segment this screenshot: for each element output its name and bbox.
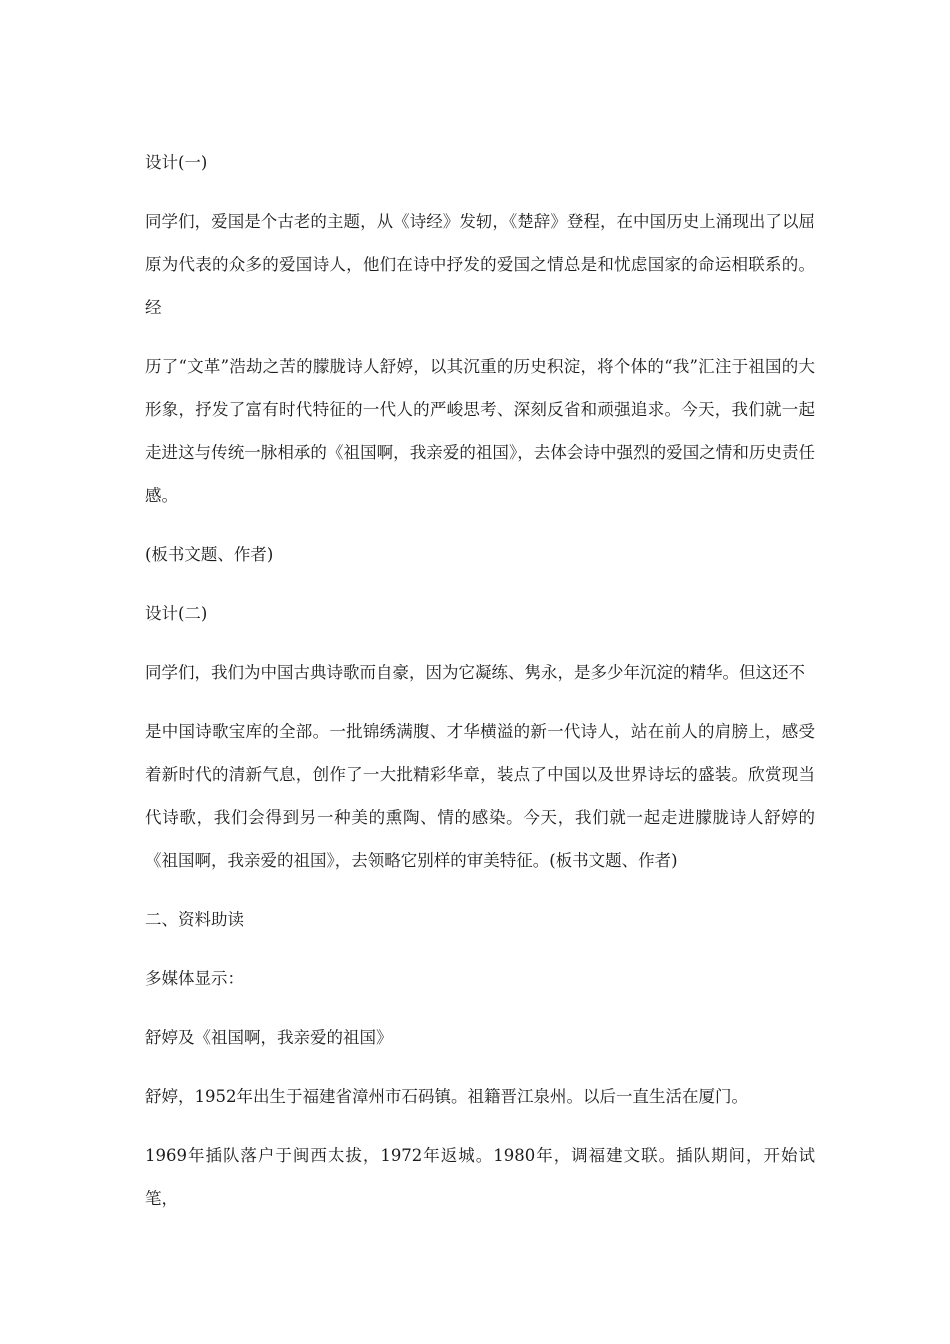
document-body [145, 141, 815, 1220]
subheading-author-poem: 舒婷及《祖国啊，我亲爱的祖国》 [145, 1028, 393, 1047]
paragraph-design-1-continued: 历了“文革”浩劫之苦的朦胧诗人舒婷，以其沉重的历史积淀，将个体的“我”汇注于祖国的大形象，抒发了富有时代特征的一代人的严峻思考、深刻反省和顽强追求。今天，我们就一起走进这与传统一脉相承的《祖国啊，我亲爱的祖国》，去体会诗中强烈的爱国之情和历史责任感。 [145, 357, 815, 505]
paragraph-design-2-continued: 是中国诗歌宝库的全部。一批锦绣满腹、才华横溢的新一代诗人，站在前人的肩膀上，感受着新时代的清新气息，创作了一大批精彩华章，装点了中国以及世界诗坛的盛装。欣赏现当代诗歌，我们会得到另一种美的熏陶、情的感染。今天，我们就一起走进朦胧诗人舒婷的《祖国啊，我亲爱的祖国》，去领略它别样的审美特征。(板书文题、作者) [145, 722, 815, 870]
paragraph-author-career: 1969年插队落户于闽西太拔，1972年返城。1980年，调福建文联。插队期间，开始试笔， [145, 1146, 815, 1208]
multimedia-label: 多媒体显示： [145, 969, 244, 988]
paragraph-design-1-intro: 同学们，爱国是个古老的主题，从《诗经》发轫，《楚辞》登程，在中国历史上涌现出了以屈原为代表的众多的爱国诗人，他们在诗中抒发的爱国之情总是和忧虑国家的命运相联系的。经 [145, 212, 815, 317]
paragraph-author-bio: 舒婷，1952年出生于福建省漳州市石码镇。祖籍晋江泉州。以后一直生活在厦门。 [145, 1087, 748, 1106]
section-heading-reading-aids: 二、资料助读 [145, 910, 244, 929]
section-heading-design-2: 设计(二) [145, 604, 208, 623]
paragraph-design-2-intro: 同学们，我们为中国古典诗歌而自豪，因为它凝练、隽永，是多少年沉淀的精华。但这还不 [145, 663, 805, 682]
board-note-1: (板书文题、作者) [145, 545, 274, 564]
section-heading-design-1: 设计(一) [145, 153, 208, 172]
